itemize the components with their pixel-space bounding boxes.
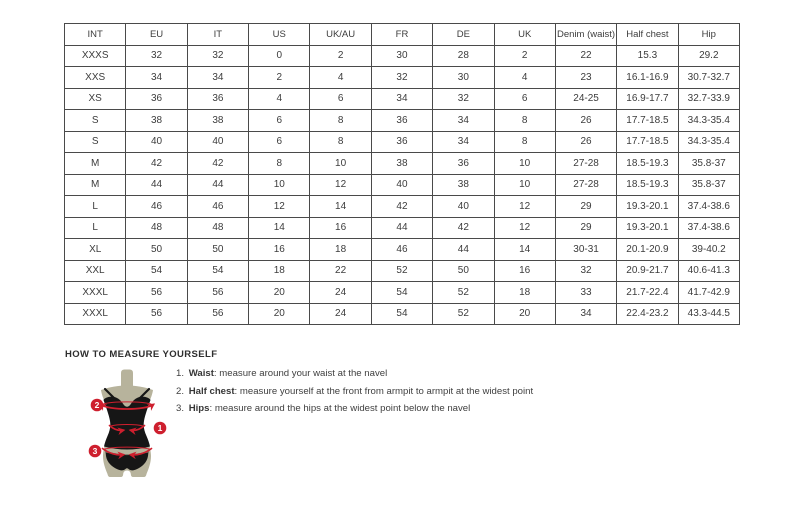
table-cell: M: [65, 174, 126, 196]
table-row: [65, 303, 740, 325]
table-cell: 30-31: [555, 239, 616, 261]
table-cell: 26: [555, 110, 616, 132]
table-header-row: [65, 24, 740, 46]
table-cell: 29: [555, 217, 616, 239]
table-cell: 56: [187, 303, 248, 325]
table-cell: S: [65, 131, 126, 153]
instruction-number: 1.: [176, 368, 185, 379]
table-cell: 32: [555, 260, 616, 282]
table-row: [65, 174, 740, 196]
table-cell: 24-25: [555, 88, 616, 110]
table-cell: 22: [310, 260, 371, 282]
column-header-int: INT: [65, 24, 126, 46]
table-cell: 12: [494, 217, 555, 239]
table-cell: 32: [371, 67, 432, 89]
table-row: [65, 260, 740, 282]
instruction-term: Half chest: [188, 385, 235, 397]
table-cell: 22.4-23.2: [617, 303, 678, 325]
table-cell: 18.5-19.3: [617, 153, 678, 175]
table-cell: XXL: [65, 260, 126, 282]
table-cell: 35.8-37: [678, 174, 739, 196]
table-cell: 30.7-32.7: [678, 67, 739, 89]
table-cell: 20.1-20.9: [617, 239, 678, 261]
column-header-uk: UK: [494, 24, 555, 46]
table-cell: 34: [371, 88, 432, 110]
table-cell: 34: [555, 303, 616, 325]
table-cell: 10: [310, 153, 371, 175]
measure-instructions: [176, 368, 533, 421]
table-cell: 36: [187, 88, 248, 110]
table-cell: 36: [433, 153, 494, 175]
table-cell: L: [65, 196, 126, 218]
table-cell: 34: [433, 131, 494, 153]
table-body: [65, 45, 740, 325]
table-row: [65, 67, 740, 89]
table-cell: 40: [371, 174, 432, 196]
table-cell: 50: [126, 239, 187, 261]
waist-measure-badge: [154, 422, 167, 435]
table-cell: 54: [187, 260, 248, 282]
table-cell: 42: [433, 217, 494, 239]
table-cell: 44: [433, 239, 494, 261]
table-cell: 2: [249, 67, 310, 89]
table-cell: 10: [249, 174, 310, 196]
table-cell: 16.9-17.7: [617, 88, 678, 110]
table-cell: 54: [371, 282, 432, 304]
table-cell: 36: [371, 131, 432, 153]
table-cell: 56: [126, 303, 187, 325]
table-cell: 38: [371, 153, 432, 175]
table-cell: 23: [555, 67, 616, 89]
size-conversion-table: [64, 23, 740, 325]
table-cell: 34: [187, 67, 248, 89]
table-cell: 50: [187, 239, 248, 261]
table-cell: 42: [187, 153, 248, 175]
table-cell: 8: [494, 110, 555, 132]
table-cell: 56: [126, 282, 187, 304]
column-header-uk-au: UK/AU: [310, 24, 371, 46]
table-row: [65, 196, 740, 218]
table-cell: 8: [249, 153, 310, 175]
chest-badge-number: 2: [94, 400, 100, 410]
table-cell: 36: [126, 88, 187, 110]
table-cell: 2: [310, 45, 371, 67]
instruction-text: : measure yourself at the front from armpit to armpit at the widest point: [234, 385, 534, 397]
column-header-de: DE: [433, 24, 494, 46]
table-cell: 16: [249, 239, 310, 261]
table-cell: 20: [249, 303, 310, 325]
table-cell: 34: [433, 110, 494, 132]
table-cell: 33: [555, 282, 616, 304]
table-cell: 48: [126, 217, 187, 239]
table-cell: 14: [249, 217, 310, 239]
table-cell: 18: [310, 239, 371, 261]
table-cell: 6: [310, 88, 371, 110]
table-cell: 4: [310, 67, 371, 89]
column-header-denim-waist-: Denim (waist): [555, 24, 616, 46]
table-cell: 29: [555, 196, 616, 218]
instruction-term: Waist: [188, 368, 214, 379]
instruction-term: Hips: [188, 403, 210, 414]
column-header-it: IT: [187, 24, 248, 46]
instruction-text: : measure around your waist at the navel: [213, 368, 388, 379]
table-cell: 48: [187, 217, 248, 239]
table-cell: XXXL: [65, 282, 126, 304]
table-cell: 18: [249, 260, 310, 282]
table-cell: 44: [126, 174, 187, 196]
table-cell: 6: [249, 131, 310, 153]
column-header-half-chest: Half chest: [617, 24, 678, 46]
table-cell: 6: [249, 110, 310, 132]
table-row: [65, 45, 740, 67]
table-cell: 40: [126, 131, 187, 153]
table-cell: 22: [555, 45, 616, 67]
table-cell: 30: [433, 67, 494, 89]
table-cell: 54: [126, 260, 187, 282]
table-cell: 34.3-35.4: [678, 131, 739, 153]
table-cell: 4: [494, 67, 555, 89]
instruction-text: : measure around the hips at the widest point below the navel: [209, 403, 471, 414]
table-cell: 21.7-22.4: [617, 282, 678, 304]
table-cell: 38: [126, 110, 187, 132]
instruction-number: 2.: [176, 385, 185, 397]
table-cell: 42: [126, 153, 187, 175]
table-cell: 44: [371, 217, 432, 239]
table-cell: 16.1-16.9: [617, 67, 678, 89]
table-cell: 24: [310, 282, 371, 304]
table-cell: 19.3-20.1: [617, 196, 678, 218]
table-cell: 20: [494, 303, 555, 325]
column-header-fr: FR: [371, 24, 432, 46]
table-cell: XXXL: [65, 303, 126, 325]
table-cell: 38: [187, 110, 248, 132]
measure-section-title: HOW TO MEASURE YOURSELF: [65, 349, 218, 360]
table-header: [65, 24, 740, 46]
table-cell: 35.8-37: [678, 153, 739, 175]
table-cell: 20.9-21.7: [617, 260, 678, 282]
instruction-half-chest: [176, 386, 533, 398]
measurement-figure: [75, 366, 185, 511]
table-cell: 0: [249, 45, 310, 67]
table-cell: 38: [433, 174, 494, 196]
table-cell: 17.7-18.5: [617, 131, 678, 153]
instruction-hips: [176, 403, 533, 415]
table-cell: 50: [433, 260, 494, 282]
table-cell: 32: [433, 88, 494, 110]
table-cell: 17.7-18.5: [617, 110, 678, 132]
table-row: [65, 239, 740, 261]
table-cell: 34.3-35.4: [678, 110, 739, 132]
instruction-number: 3.: [176, 403, 185, 414]
table-cell: 32.7-33.9: [678, 88, 739, 110]
table-cell: 4: [249, 88, 310, 110]
table-cell: 2: [494, 45, 555, 67]
table-cell: 40: [433, 196, 494, 218]
table-cell: 24: [310, 303, 371, 325]
table-cell: 12: [494, 196, 555, 218]
table-cell: 30: [371, 45, 432, 67]
table-cell: 36: [371, 110, 432, 132]
table-cell: 12: [249, 196, 310, 218]
table-cell: 26: [555, 131, 616, 153]
table-cell: XXS: [65, 67, 126, 89]
table-cell: 20: [249, 282, 310, 304]
table-cell: 18: [494, 282, 555, 304]
table-cell: 6: [494, 88, 555, 110]
table-cell: 52: [371, 260, 432, 282]
table-cell: 10: [494, 153, 555, 175]
instruction-waist: [176, 368, 533, 380]
table-cell: 40.6-41.3: [678, 260, 739, 282]
table-cell: 16: [494, 260, 555, 282]
table-cell: 29.2: [678, 45, 739, 67]
table-cell: 43.3-44.5: [678, 303, 739, 325]
table-cell: 19.3-20.1: [617, 217, 678, 239]
table-cell: 52: [433, 282, 494, 304]
table-cell: 39-40.2: [678, 239, 739, 261]
table-cell: 27-28: [555, 174, 616, 196]
table-cell: 37.4-38.6: [678, 196, 739, 218]
table-cell: 27-28: [555, 153, 616, 175]
table-cell: 15.3: [617, 45, 678, 67]
table-cell: 44: [187, 174, 248, 196]
table-cell: 12: [310, 174, 371, 196]
table-row: [65, 153, 740, 175]
table-cell: 8: [310, 110, 371, 132]
table-cell: 40: [187, 131, 248, 153]
table-row: [65, 110, 740, 132]
hips-measure-badge: [89, 445, 102, 458]
table-cell: 18.5-19.3: [617, 174, 678, 196]
table-cell: 37.4-38.6: [678, 217, 739, 239]
table-cell: 41.7-42.9: [678, 282, 739, 304]
table-cell: 10: [494, 174, 555, 196]
table-cell: XS: [65, 88, 126, 110]
table-cell: 32: [187, 45, 248, 67]
mannequin-illustration: [75, 366, 185, 511]
table-cell: S: [65, 110, 126, 132]
table-row: [65, 282, 740, 304]
table-cell: 46: [187, 196, 248, 218]
table-cell: M: [65, 153, 126, 175]
waist-badge-number: 1: [157, 423, 163, 433]
table-cell: 32: [126, 45, 187, 67]
table-cell: 56: [187, 282, 248, 304]
column-header-hip: Hip: [678, 24, 739, 46]
table-cell: 46: [126, 196, 187, 218]
table-cell: 28: [433, 45, 494, 67]
table-cell: 14: [494, 239, 555, 261]
table-cell: 34: [126, 67, 187, 89]
table-cell: 42: [371, 196, 432, 218]
table-row: [65, 217, 740, 239]
table-cell: L: [65, 217, 126, 239]
table-row: [65, 88, 740, 110]
table-cell: 54: [371, 303, 432, 325]
table-cell: 8: [310, 131, 371, 153]
column-header-eu: EU: [126, 24, 187, 46]
table-cell: 8: [494, 131, 555, 153]
column-header-us: US: [249, 24, 310, 46]
table-cell: 52: [433, 303, 494, 325]
chest-measure-badge: [91, 399, 104, 412]
hips-badge-number: 3: [92, 446, 98, 456]
table-row: [65, 131, 740, 153]
table-cell: 16: [310, 217, 371, 239]
table-cell: XL: [65, 239, 126, 261]
table-cell: 14: [310, 196, 371, 218]
table-cell: 46: [371, 239, 432, 261]
table-cell: XXXS: [65, 45, 126, 67]
